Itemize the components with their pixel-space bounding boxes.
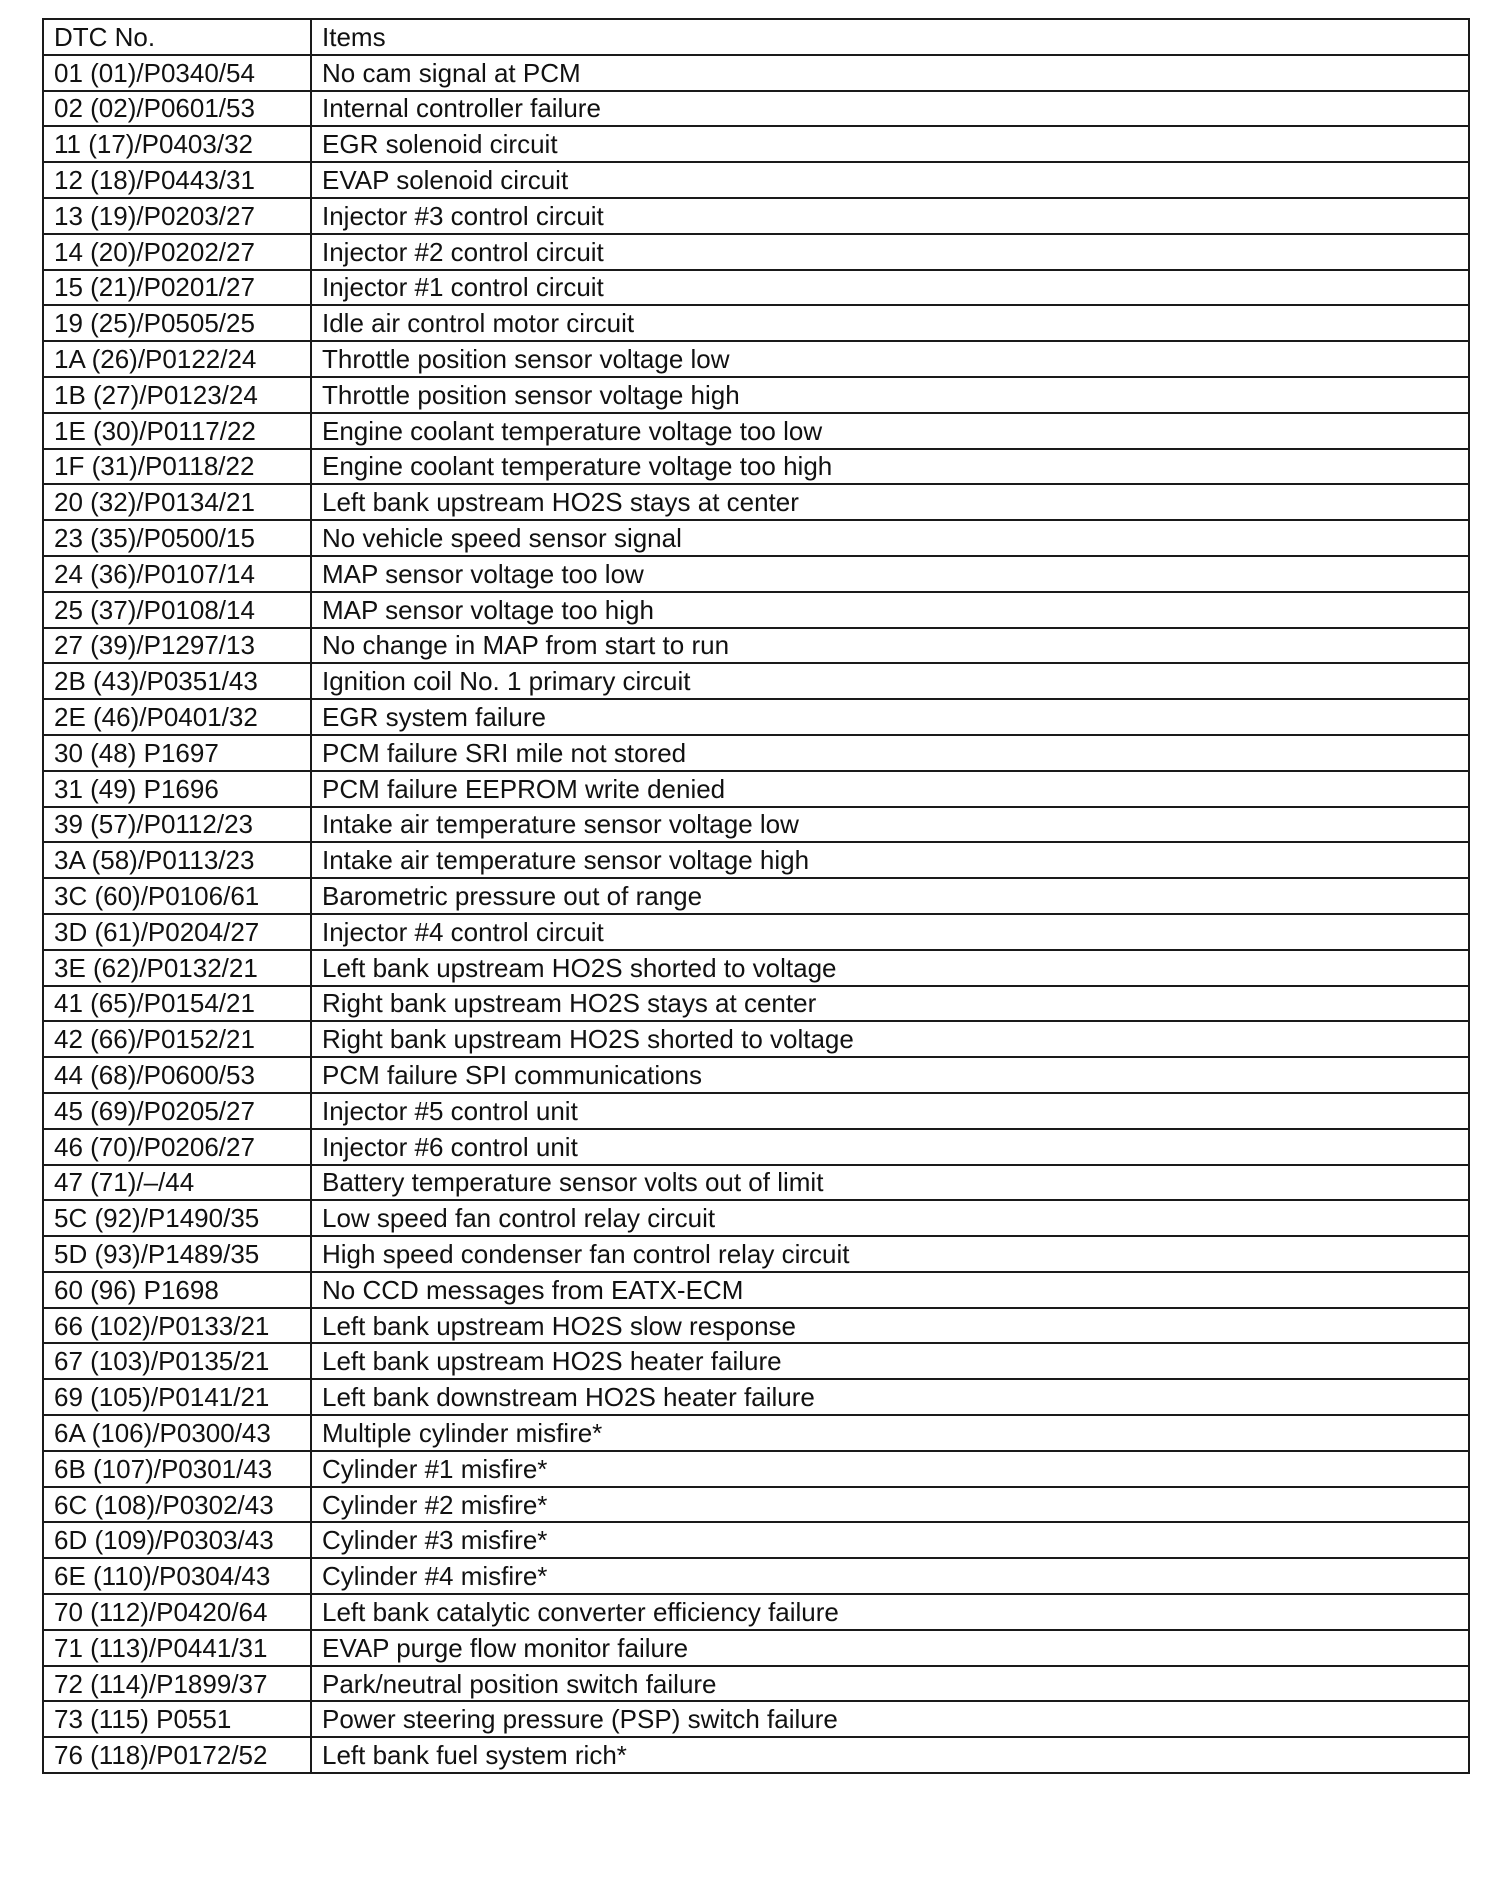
dtc-item-cell: Left bank downstream HO2S heater failure	[311, 1379, 1469, 1415]
dtc-code-cell: 1A (26)/P0122/24	[43, 341, 311, 377]
dtc-code-cell: 66 (102)/P0133/21	[43, 1308, 311, 1344]
dtc-item-cell: Left bank catalytic converter efficiency failure	[311, 1594, 1469, 1630]
dtc-item-cell: EGR system failure	[311, 699, 1469, 735]
table-row	[43, 1415, 1469, 1451]
table-row	[43, 91, 1469, 127]
table-row	[43, 305, 1469, 341]
table-row	[43, 55, 1469, 91]
dtc-code-cell: 14 (20)/P0202/27	[43, 234, 311, 270]
dtc-item-cell: MAP sensor voltage too low	[311, 556, 1469, 592]
table-row	[43, 1200, 1469, 1236]
dtc-code-cell: 3E (62)/P0132/21	[43, 950, 311, 986]
dtc-code-cell: 73 (115) P0551	[43, 1701, 311, 1737]
dtc-item-cell: Left bank upstream HO2S slow response	[311, 1308, 1469, 1344]
table-row	[43, 1451, 1469, 1487]
dtc-item-cell: Engine coolant temperature voltage too low	[311, 413, 1469, 449]
dtc-item-cell: Low speed fan control relay circuit	[311, 1200, 1469, 1236]
table-row	[43, 1057, 1469, 1093]
dtc-code-cell: 5C (92)/P1490/35	[43, 1200, 311, 1236]
dtc-item-cell: Engine coolant temperature voltage too high	[311, 449, 1469, 485]
dtc-item-cell: Injector #2 control circuit	[311, 234, 1469, 270]
table-row	[43, 377, 1469, 413]
table-row	[43, 914, 1469, 950]
dtc-code-cell: 15 (21)/P0201/27	[43, 270, 311, 306]
dtc-item-cell: EVAP purge flow monitor failure	[311, 1630, 1469, 1666]
dtc-item-cell: Cylinder #2 misfire*	[311, 1487, 1469, 1523]
dtc-item-cell: Left bank upstream HO2S stays at center	[311, 484, 1469, 520]
dtc-item-cell: Power steering pressure (PSP) switch failure	[311, 1701, 1469, 1737]
table-row	[43, 1666, 1469, 1702]
dtc-code-cell: 23 (35)/P0500/15	[43, 520, 311, 556]
table-body	[43, 55, 1469, 1773]
dtc-item-cell: Cylinder #4 misfire*	[311, 1558, 1469, 1594]
dtc-item-cell: No cam signal at PCM	[311, 55, 1469, 91]
dtc-item-cell: Intake air temperature sensor voltage low	[311, 807, 1469, 843]
dtc-item-cell: Intake air temperature sensor voltage high	[311, 842, 1469, 878]
table-row	[43, 628, 1469, 664]
table-row	[43, 699, 1469, 735]
table-row	[43, 1558, 1469, 1594]
dtc-item-cell: Left bank upstream HO2S heater failure	[311, 1343, 1469, 1379]
dtc-item-cell: Injector #4 control circuit	[311, 914, 1469, 950]
dtc-code-cell: 1E (30)/P0117/22	[43, 413, 311, 449]
dtc-item-cell: PCM failure SPI communications	[311, 1057, 1469, 1093]
dtc-code-cell: 6C (108)/P0302/43	[43, 1487, 311, 1523]
dtc-item-cell: Throttle position sensor voltage low	[311, 341, 1469, 377]
table-row	[43, 986, 1469, 1022]
dtc-item-cell: Left bank fuel system rich*	[311, 1737, 1469, 1773]
dtc-code-cell: 27 (39)/P1297/13	[43, 628, 311, 664]
table-row	[43, 449, 1469, 485]
table-header-row	[43, 19, 1469, 55]
header-dtc-no: DTC No.	[43, 19, 311, 55]
table-row	[43, 341, 1469, 377]
dtc-item-cell: Injector #5 control unit	[311, 1093, 1469, 1129]
dtc-code-cell: 3A (58)/P0113/23	[43, 842, 311, 878]
table-row	[43, 1021, 1469, 1057]
dtc-code-cell: 2B (43)/P0351/43	[43, 663, 311, 699]
dtc-item-cell: Internal controller failure	[311, 91, 1469, 127]
dtc-item-cell: Idle air control motor circuit	[311, 305, 1469, 341]
dtc-item-cell: No change in MAP from start to run	[311, 628, 1469, 664]
dtc-code-cell: 39 (57)/P0112/23	[43, 807, 311, 843]
header-items: Items	[311, 19, 1469, 55]
dtc-item-cell: Left bank upstream HO2S shorted to voltage	[311, 950, 1469, 986]
table-row	[43, 1701, 1469, 1737]
dtc-code-cell: 31 (49) P1696	[43, 771, 311, 807]
dtc-item-cell: Right bank upstream HO2S shorted to voltage	[311, 1021, 1469, 1057]
table-row	[43, 234, 1469, 270]
table-row	[43, 807, 1469, 843]
table-row	[43, 1093, 1469, 1129]
table-row	[43, 484, 1469, 520]
dtc-code-cell: 24 (36)/P0107/14	[43, 556, 311, 592]
table-row	[43, 556, 1469, 592]
dtc-code-cell: 20 (32)/P0134/21	[43, 484, 311, 520]
dtc-item-cell: Ignition coil No. 1 primary circuit	[311, 663, 1469, 699]
table-row	[43, 1343, 1469, 1379]
dtc-code-cell: 2E (46)/P0401/32	[43, 699, 311, 735]
table-row	[43, 950, 1469, 986]
dtc-code-cell: 25 (37)/P0108/14	[43, 592, 311, 628]
dtc-code-cell: 5D (93)/P1489/35	[43, 1236, 311, 1272]
table-row	[43, 592, 1469, 628]
dtc-code-cell: 6B (107)/P0301/43	[43, 1451, 311, 1487]
table-row	[43, 842, 1469, 878]
dtc-code-cell: 11 (17)/P0403/32	[43, 126, 311, 162]
dtc-item-cell: Cylinder #3 misfire*	[311, 1522, 1469, 1558]
dtc-item-cell: Injector #3 control circuit	[311, 198, 1469, 234]
table-row	[43, 270, 1469, 306]
table-row	[43, 126, 1469, 162]
dtc-item-cell: Battery temperature sensor volts out of limit	[311, 1165, 1469, 1201]
dtc-item-cell: Barometric pressure out of range	[311, 878, 1469, 914]
dtc-item-cell: EVAP solenoid circuit	[311, 162, 1469, 198]
dtc-code-cell: 1F (31)/P0118/22	[43, 449, 311, 485]
dtc-item-cell: PCM failure EEPROM write denied	[311, 771, 1469, 807]
table-row	[43, 162, 1469, 198]
dtc-code-cell: 3D (61)/P0204/27	[43, 914, 311, 950]
dtc-code-cell: 46 (70)/P0206/27	[43, 1129, 311, 1165]
table-row	[43, 735, 1469, 771]
dtc-item-cell: Throttle position sensor voltage high	[311, 377, 1469, 413]
dtc-code-cell: 6A (106)/P0300/43	[43, 1415, 311, 1451]
table-row	[43, 663, 1469, 699]
dtc-item-cell: Multiple cylinder misfire*	[311, 1415, 1469, 1451]
table-row	[43, 1272, 1469, 1308]
dtc-code-cell: 69 (105)/P0141/21	[43, 1379, 311, 1415]
table-row	[43, 1522, 1469, 1558]
dtc-code-cell: 42 (66)/P0152/21	[43, 1021, 311, 1057]
dtc-item-cell: Injector #1 control circuit	[311, 270, 1469, 306]
table-row	[43, 520, 1469, 556]
dtc-item-cell: Cylinder #1 misfire*	[311, 1451, 1469, 1487]
dtc-code-cell: 1B (27)/P0123/24	[43, 377, 311, 413]
dtc-code-cell: 47 (71)/–/44	[43, 1165, 311, 1201]
table-row	[43, 1630, 1469, 1666]
dtc-code-cell: 13 (19)/P0203/27	[43, 198, 311, 234]
table-row	[43, 771, 1469, 807]
dtc-code-cell: 30 (48) P1697	[43, 735, 311, 771]
dtc-code-cell: 71 (113)/P0441/31	[43, 1630, 311, 1666]
dtc-code-cell: 01 (01)/P0340/54	[43, 55, 311, 91]
dtc-code-cell: 6E (110)/P0304/43	[43, 1558, 311, 1594]
dtc-item-cell: No vehicle speed sensor signal	[311, 520, 1469, 556]
dtc-item-cell: PCM failure SRI mile not stored	[311, 735, 1469, 771]
dtc-code-cell: 44 (68)/P0600/53	[43, 1057, 311, 1093]
dtc-item-cell: High speed condenser fan control relay circuit	[311, 1236, 1469, 1272]
table-row	[43, 1379, 1469, 1415]
dtc-item-cell: Park/neutral position switch failure	[311, 1666, 1469, 1702]
dtc-item-cell: MAP sensor voltage too high	[311, 592, 1469, 628]
dtc-code-cell: 41 (65)/P0154/21	[43, 986, 311, 1022]
dtc-code-cell: 67 (103)/P0135/21	[43, 1343, 311, 1379]
table-row	[43, 1165, 1469, 1201]
dtc-code-cell: 02 (02)/P0601/53	[43, 91, 311, 127]
table-row	[43, 1308, 1469, 1344]
table-row	[43, 1487, 1469, 1523]
dtc-item-cell: EGR solenoid circuit	[311, 126, 1469, 162]
table-row	[43, 198, 1469, 234]
dtc-code-cell: 6D (109)/P0303/43	[43, 1522, 311, 1558]
dtc-code-cell: 19 (25)/P0505/25	[43, 305, 311, 341]
table-row	[43, 1129, 1469, 1165]
dtc-item-cell: Right bank upstream HO2S stays at center	[311, 986, 1469, 1022]
dtc-item-cell: No CCD messages from EATX-ECM	[311, 1272, 1469, 1308]
dtc-item-cell: Injector #6 control unit	[311, 1129, 1469, 1165]
table-row	[43, 413, 1469, 449]
dtc-code-cell: 45 (69)/P0205/27	[43, 1093, 311, 1129]
dtc-table	[42, 18, 1470, 1774]
table-row	[43, 1594, 1469, 1630]
table-row	[43, 1236, 1469, 1272]
dtc-code-cell: 60 (96) P1698	[43, 1272, 311, 1308]
dtc-code-cell: 72 (114)/P1899/37	[43, 1666, 311, 1702]
dtc-code-cell: 12 (18)/P0443/31	[43, 162, 311, 198]
dtc-code-cell: 76 (118)/P0172/52	[43, 1737, 311, 1773]
table-row	[43, 878, 1469, 914]
dtc-code-cell: 70 (112)/P0420/64	[43, 1594, 311, 1630]
dtc-code-cell: 3C (60)/P0106/61	[43, 878, 311, 914]
table-row	[43, 1737, 1469, 1773]
